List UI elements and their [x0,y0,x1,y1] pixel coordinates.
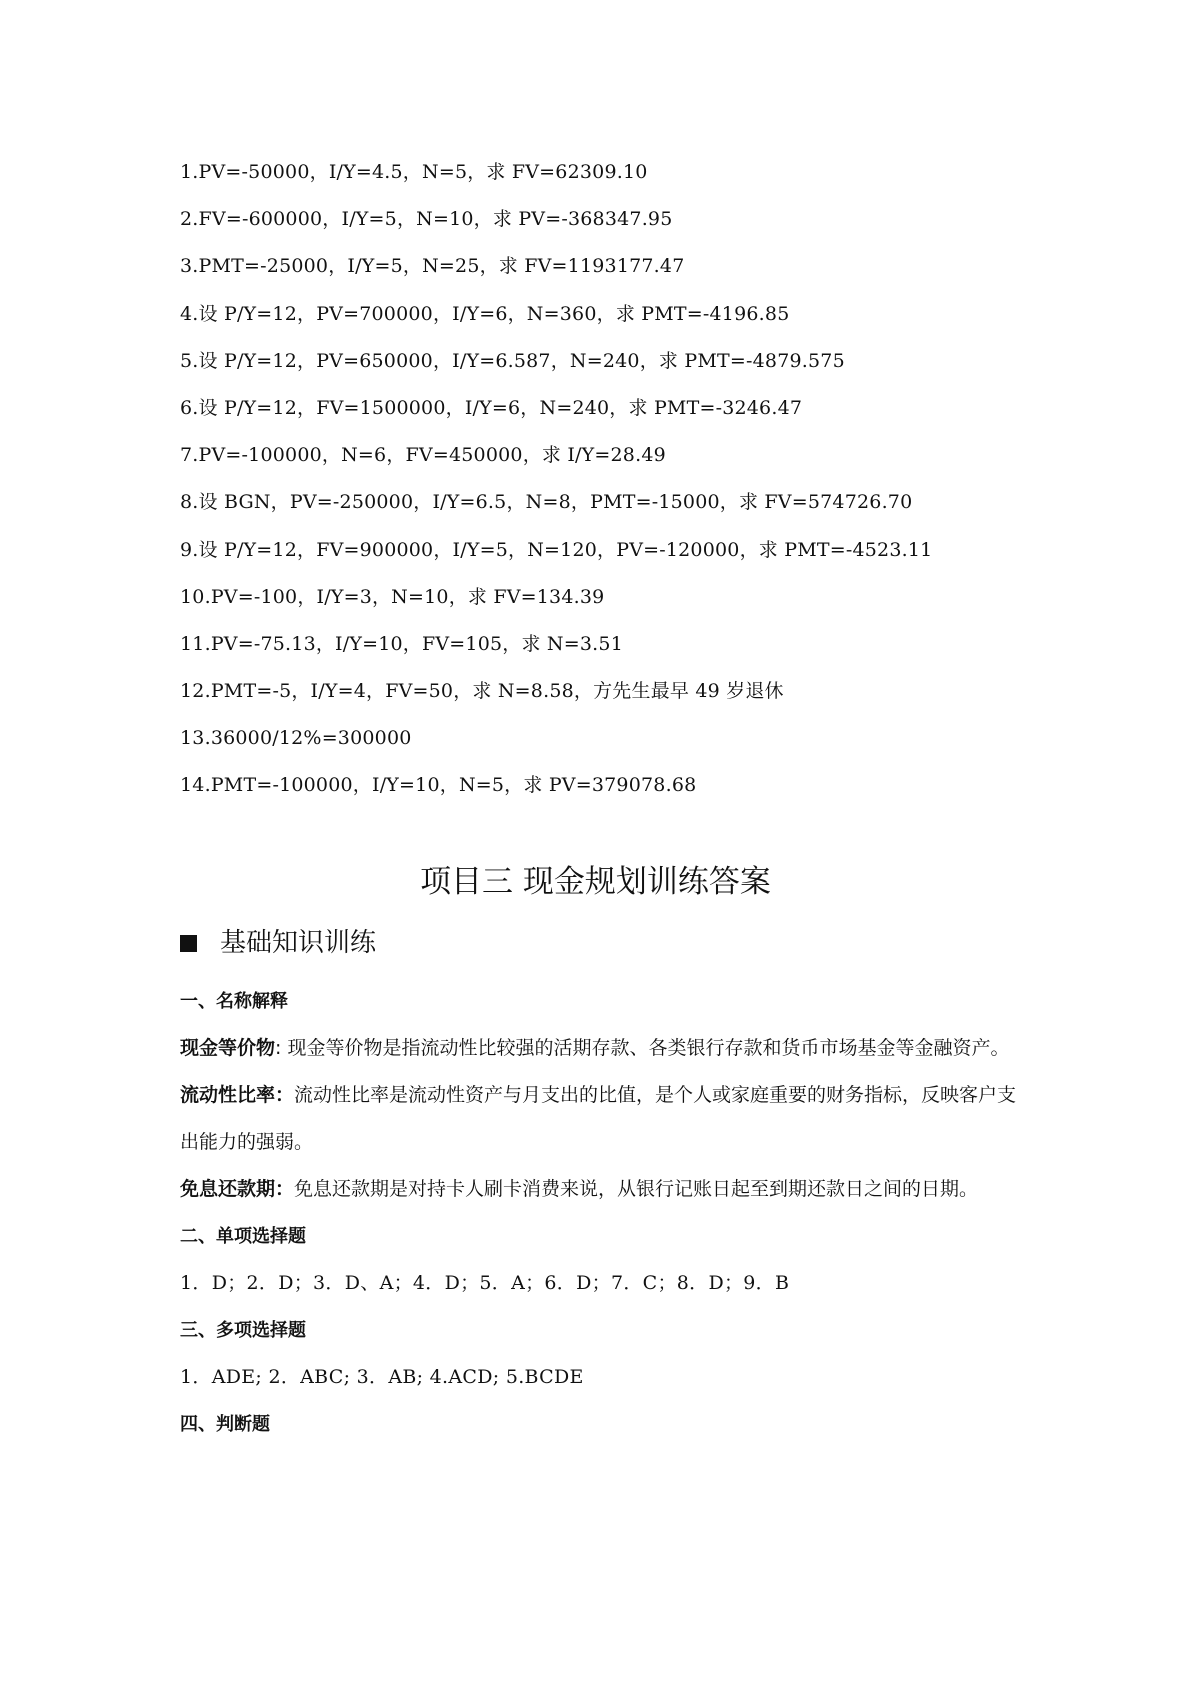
answer-line: 6.设 P/Y=12，FV=1500000，I/Y=6，N=240，求 PMT=-3246.47 [180,396,803,419]
part-heading: 四、判断题 [180,1414,270,1435]
answer-line: 9.设 P/Y=12，FV=900000，I/Y=5，N=120，PV=-120000，求 PMT=-4523.11 [180,538,933,561]
square-bullet-icon [180,935,197,952]
answer-line: 3.PMT=-25000，I/Y=5，N=25，求 FV=1193177.47 [180,255,685,278]
term-name: 现金等价物 [180,1037,276,1059]
document-body [180,978,1020,1448]
answer-line: 10.PV=-100，I/Y=3，N=10，求 FV=134.39 [180,585,605,608]
term-text: 流动性比率是流动性资产与月支出的比值，是个人或家庭重要的财务指标，反映客户支出能力的强弱。 [180,1084,1017,1153]
term-definition [180,1025,1020,1072]
section-header [180,925,376,961]
term-name: 免息还款期： [180,1178,295,1200]
term-definition [180,1166,1020,1213]
term-definition [180,1072,1020,1166]
answer-line: 14.PMT=-100000，I/Y=10，N=5，求 PV=379078.68 [180,774,697,797]
answer-line: 7.PV=-100000，N=6，FV=450000，求 I/Y=28.49 [180,444,666,467]
answer-line: 1.PV=-50000，I/Y=4.5，N=5，求 FV=62309.10 [180,161,648,183]
answer-line: 12.PMT=-5，I/Y=4，FV=50，求 N=8.58，方先生最早 49 岁退休 [180,680,784,703]
part-heading: 三、多项选择题 [180,1320,306,1341]
multiple-choice-answers: 1．ADE; 2．ABC; 3．AB; 4.ACD; 5.BCDE [180,1366,584,1388]
answer-line: 8.设 BGN，PV=-250000，I/Y=6.5，N=8，PMT=-15000，求 FV=574726.70 [180,491,913,514]
part-heading: 一、名称解释 [180,991,288,1012]
answer-line: 13.36000/12%=300000 [180,727,412,750]
term-name: 流动性比率： [180,1084,295,1106]
term-text: 免息还款期是对持卡人刷卡消费来说，从银行记账日起至到期还款日之间的日期。 [294,1178,979,1200]
single-choice-answers: 1．D；2．D；3．D、A；4．D；5．A；6．D；7．C；8．D；9．B [180,1272,790,1294]
term-text: : 现金等价物是指流动性比较强的活期存款、各类银行存款和货币市场基金等金融资产。 [275,1037,1010,1059]
part-heading: 二、单项选择题 [180,1226,306,1247]
answer-line: 4.设 P/Y=12，PV=700000，I/Y=6，N=360，求 PMT=-4196.85 [180,302,790,325]
calculation-answers [180,149,1060,810]
answer-line: 2.FV=-600000，I/Y=5，N=10，求 PV=-368347.95 [180,208,673,231]
section-title: 基础知识训练 [220,928,377,958]
project-title: 项目三 现金规划训练答案 [420,864,771,900]
answer-line: 11.PV=-75.13，I/Y=10，FV=105，求 N=3.51 [180,632,623,655]
answer-line: 5.设 P/Y=12，PV=650000，I/Y=6.587，N=240，求 PMT=-4879.575 [180,349,845,372]
